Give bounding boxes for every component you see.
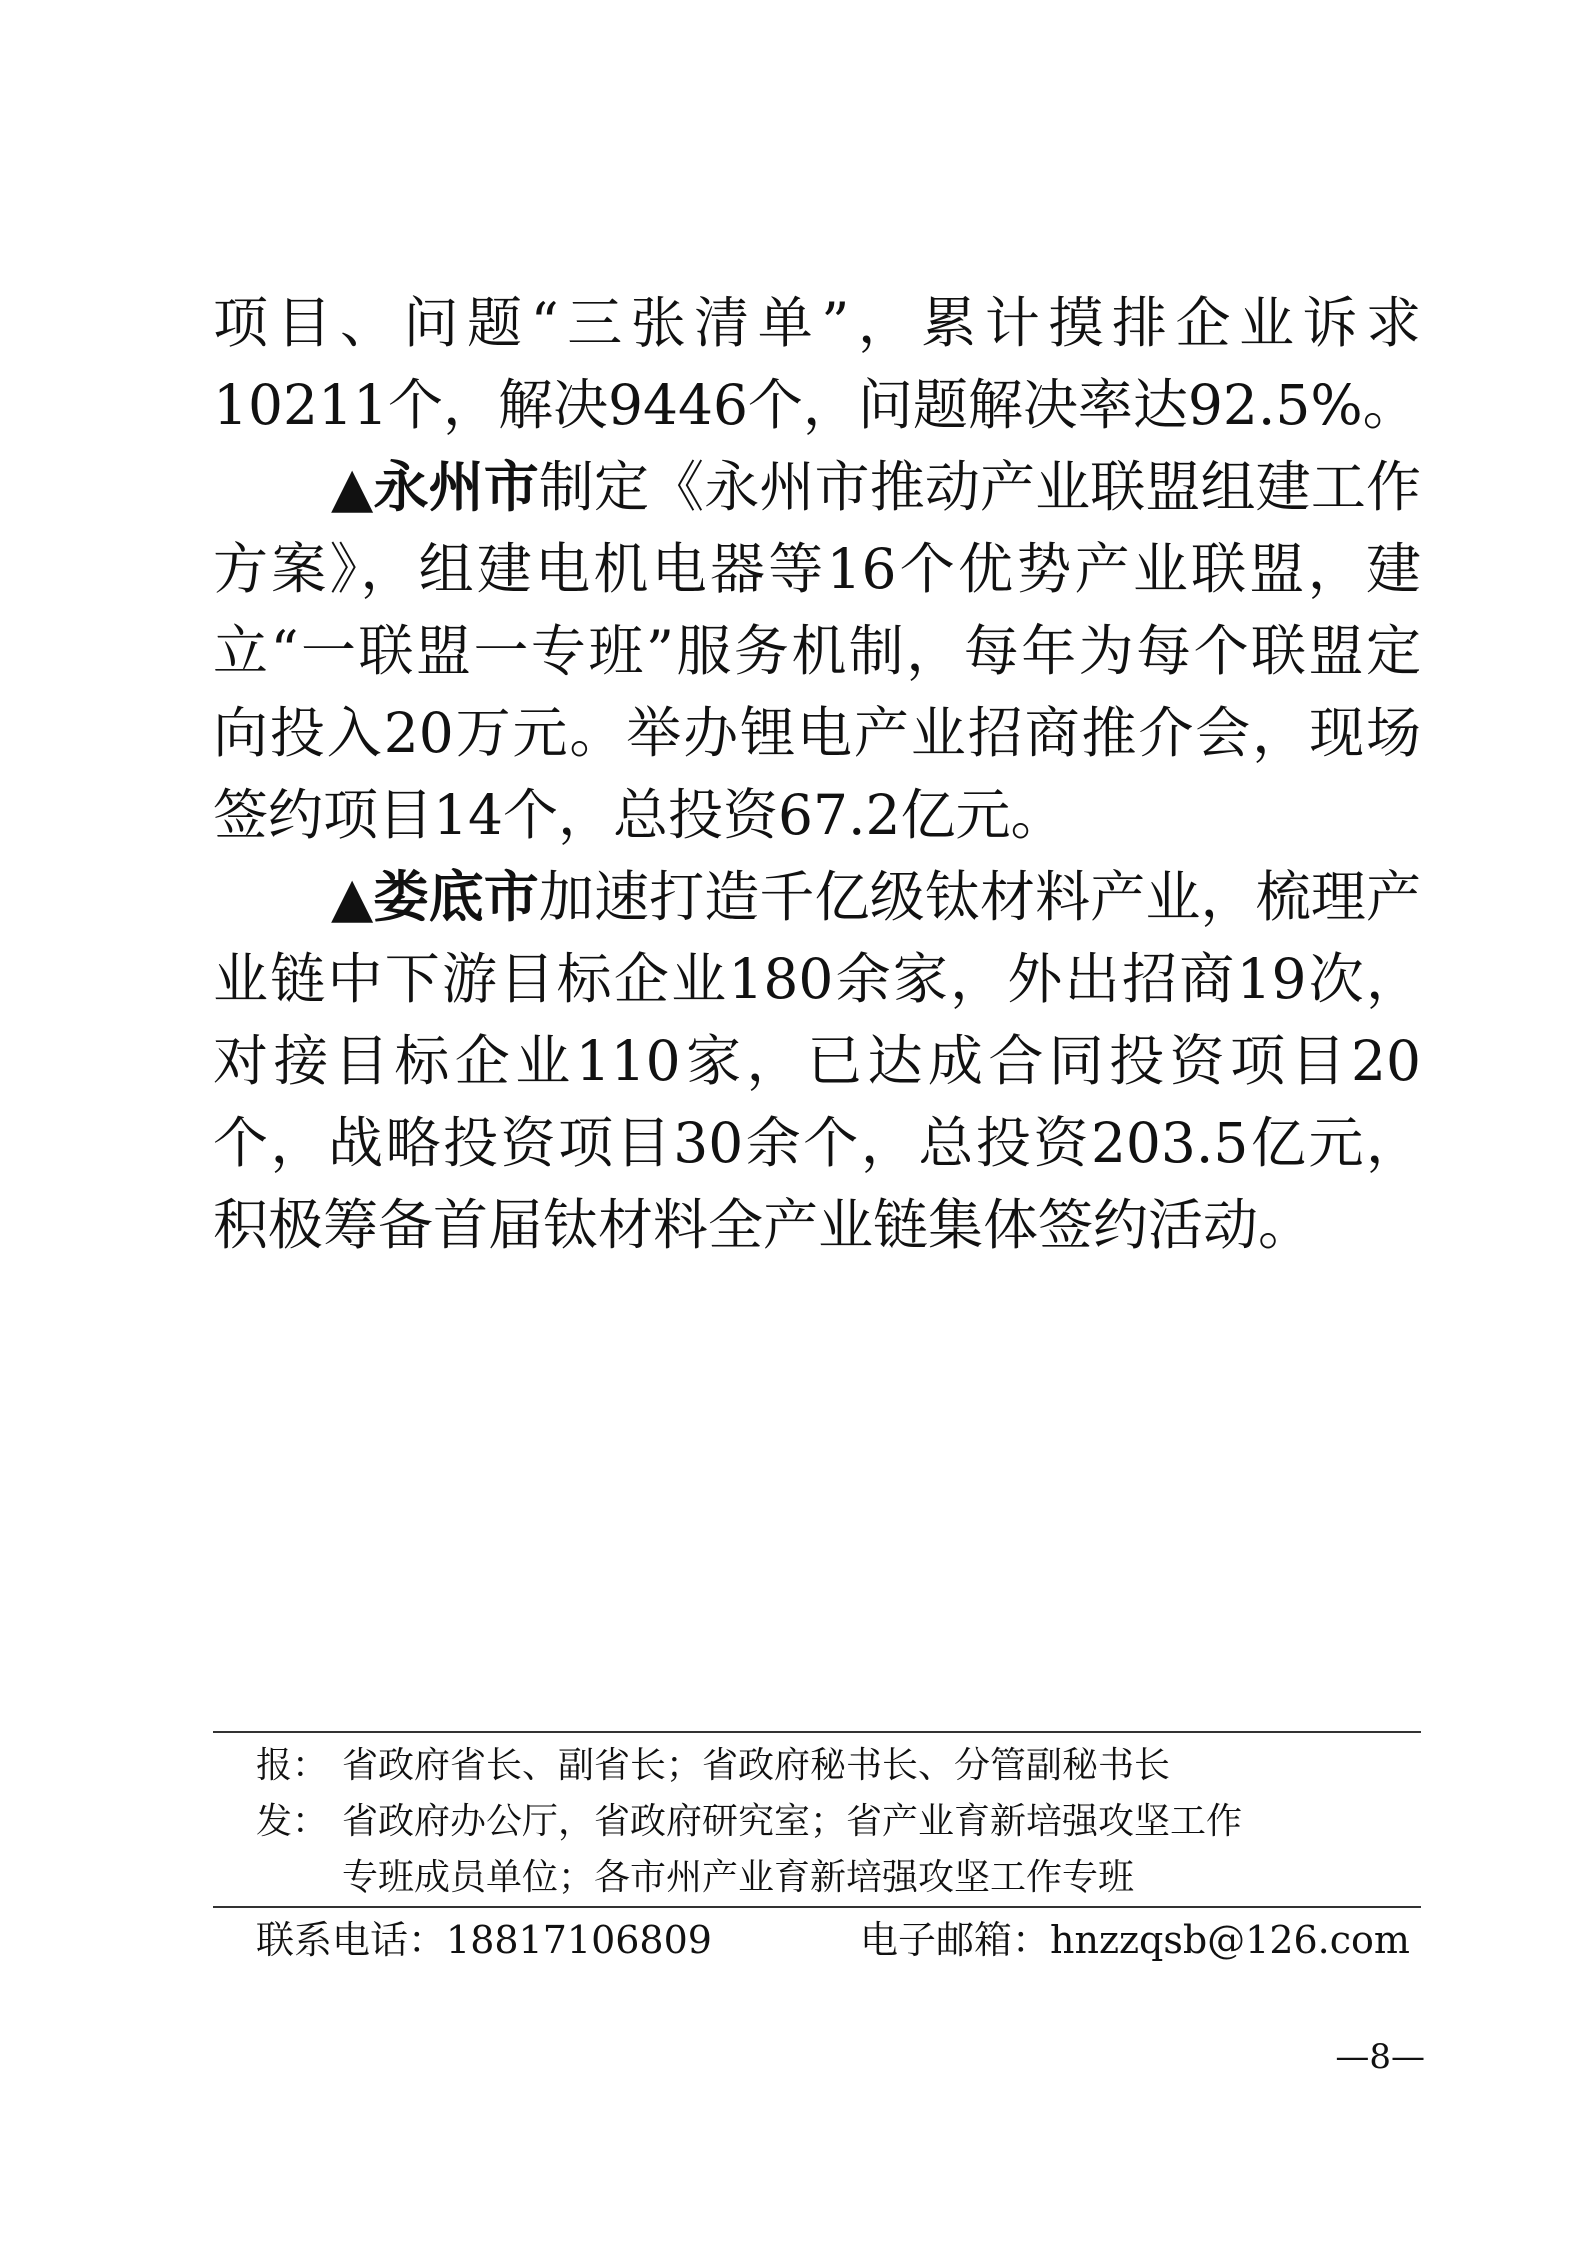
send-row-continued bbox=[256, 1850, 1426, 1906]
triangle-marker: ▲ bbox=[331, 865, 374, 929]
paragraph-continuation: 项目、问题“三张清单”，累计摸排企业诉求10211个，解决9446个，问题解决率达92.5%。 bbox=[213, 291, 1421, 437]
report-recipients: 省政府省长、副省长；省政府秘书长、分管副秘书长 bbox=[342, 1745, 1171, 1786]
distribution-list bbox=[256, 1738, 1426, 1906]
paragraph-yongzhou-text: 制定《永州市推动产业联盟组建工作方案》，组建电机电器等16个优势产业联盟，建立“一联盟一专班”服务机制，每年为每个联盟定向投入20万元。举办锂电产业招商推介会，现场签约项目14个，总投资67.2亿元。 bbox=[213, 455, 1421, 847]
report-label: 报： bbox=[256, 1745, 329, 1786]
paragraph-loudi bbox=[213, 856, 1421, 1266]
email-address: hnzzqsb@126.com bbox=[1050, 1918, 1410, 1962]
triangle-marker: ▲ bbox=[331, 455, 374, 519]
footer-top-rule bbox=[213, 1731, 1421, 1733]
city-name-yongzhou: 永州市 bbox=[373, 455, 539, 519]
email-part bbox=[860, 1912, 1410, 1968]
footer-bottom-rule bbox=[213, 1906, 1421, 1908]
send-recipients-line1: 省政府办公厅，省政府研究室；省产业育新培强攻坚工作 bbox=[342, 1801, 1243, 1842]
paragraph-yongzhou bbox=[213, 446, 1421, 856]
paragraph-loudi-text: 加速打造千亿级钛材料产业，梳理产业链中下游目标企业180余家，外出招商19次，对接目标企业110家，已达成合同投资项目20个，战略投资项目30余个，总投资203.5亿元，积极筹备首届钛材料全产业链集体签约活动。 bbox=[213, 865, 1421, 1257]
report-row bbox=[256, 1738, 1426, 1794]
city-name-loudi: 娄底市 bbox=[373, 865, 539, 929]
phone-label: 联系电话： bbox=[256, 1918, 447, 1962]
send-label: 发： bbox=[256, 1801, 329, 1842]
send-recipients-line2: 专班成员单位；各市州产业育新培强攻坚工作专班 bbox=[342, 1857, 1135, 1898]
contact-info bbox=[256, 1912, 1426, 1968]
phone-number: 18817106809 bbox=[446, 1918, 712, 1962]
email-label: 电子邮箱： bbox=[860, 1918, 1051, 1962]
send-row bbox=[256, 1794, 1426, 1850]
page-number: —8— bbox=[1335, 2037, 1425, 2077]
document-body bbox=[213, 282, 1421, 1266]
